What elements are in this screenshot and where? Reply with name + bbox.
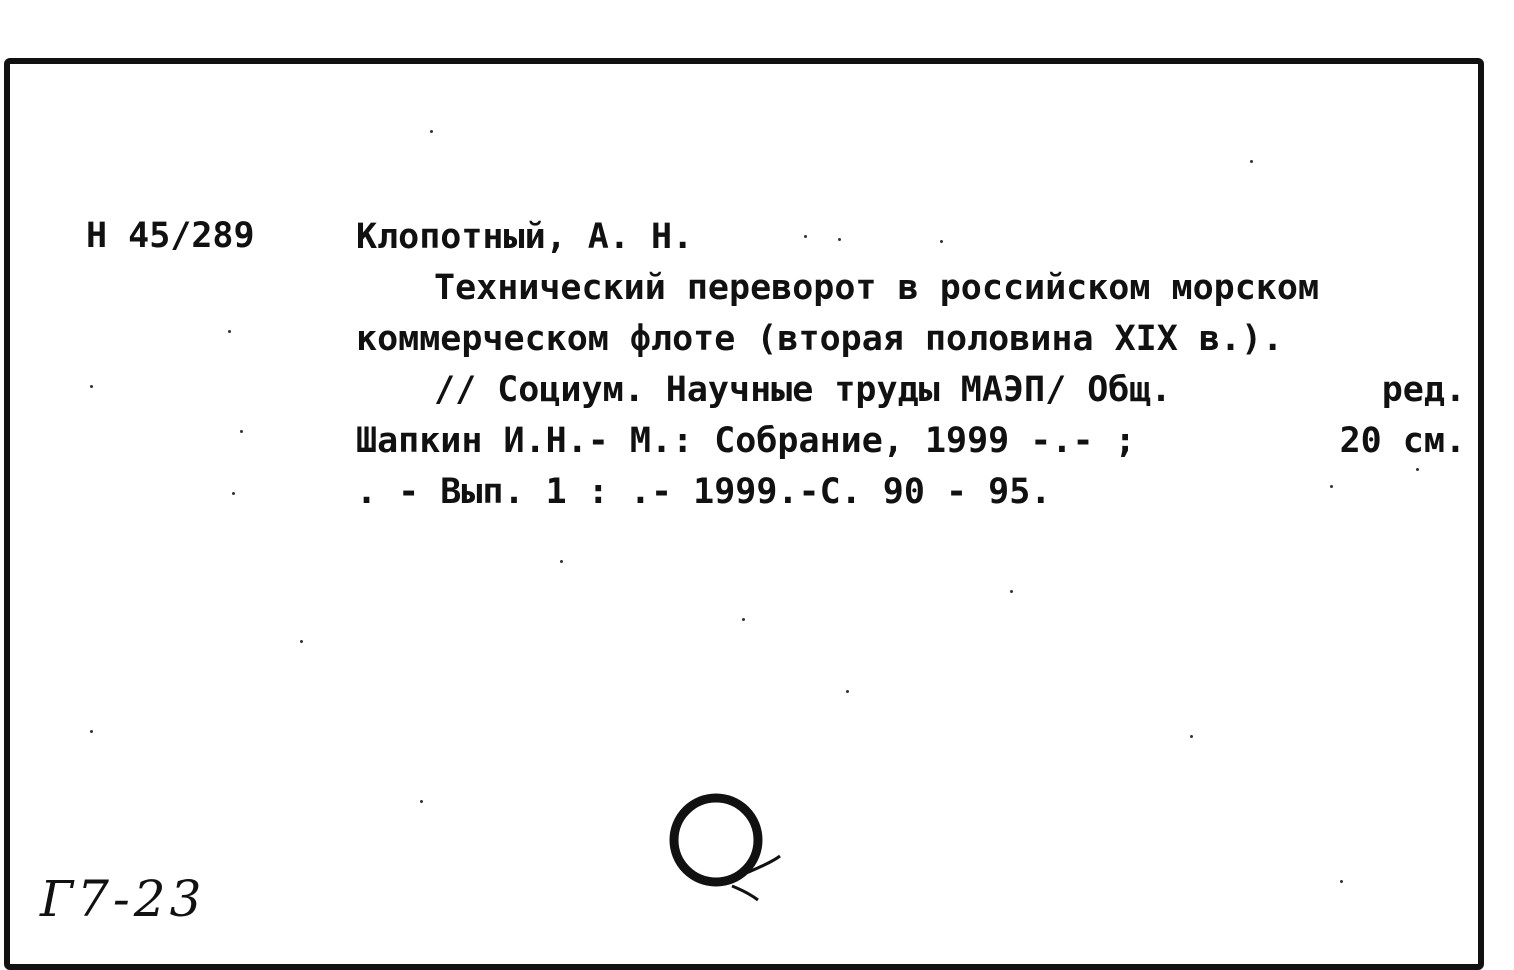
entry-issue-pages: . - Вып. 1 : .- 1999.-С. 90 - 95.	[356, 472, 1052, 512]
entry-source-editor-label: ред.	[1381, 370, 1466, 410]
scan-speck	[420, 800, 423, 803]
scan-speck	[846, 690, 849, 693]
punch-hole-icon	[668, 790, 792, 910]
entry-author: Клопотный, А. Н.	[356, 217, 694, 257]
scan-speck	[1340, 880, 1343, 883]
scan-speck	[940, 240, 943, 243]
scan-speck	[430, 130, 433, 133]
scan-speck	[1190, 735, 1193, 738]
scan-speck	[90, 730, 93, 733]
entry-source-text: // Социум. Научные труды МАЭП/ Общ.	[434, 370, 1172, 410]
scan-speck	[560, 560, 563, 563]
scan-speck	[228, 330, 231, 333]
scan-speck	[742, 618, 745, 621]
scan-speck	[804, 235, 807, 238]
entry-title-line-2: коммерческом флоте (вторая половина XIX в.).	[356, 319, 1284, 359]
handwritten-shelf-mark: Г7-23	[40, 870, 206, 928]
scan-speck	[240, 430, 243, 433]
bibliographic-entry	[356, 212, 1466, 518]
entry-size: 20 см.	[1339, 421, 1466, 461]
scan-speck	[1416, 468, 1419, 471]
call-number: Н 45/289	[86, 216, 255, 256]
entry-publisher-text: Шапкин И.Н.- М.: Собрание, 1999 -.- ;	[356, 421, 1136, 461]
scan-speck	[300, 640, 303, 643]
scan-speck	[1250, 160, 1253, 163]
scan-speck	[232, 492, 235, 495]
scan-speck	[1010, 590, 1013, 593]
scan-speck	[838, 238, 841, 241]
entry-title-line-1: Технический переворот в российском морском	[434, 268, 1320, 308]
scan-speck	[90, 385, 93, 388]
entry-publisher-line	[356, 416, 1466, 467]
scan-speck	[1330, 485, 1333, 488]
entry-source-line	[356, 365, 1466, 416]
